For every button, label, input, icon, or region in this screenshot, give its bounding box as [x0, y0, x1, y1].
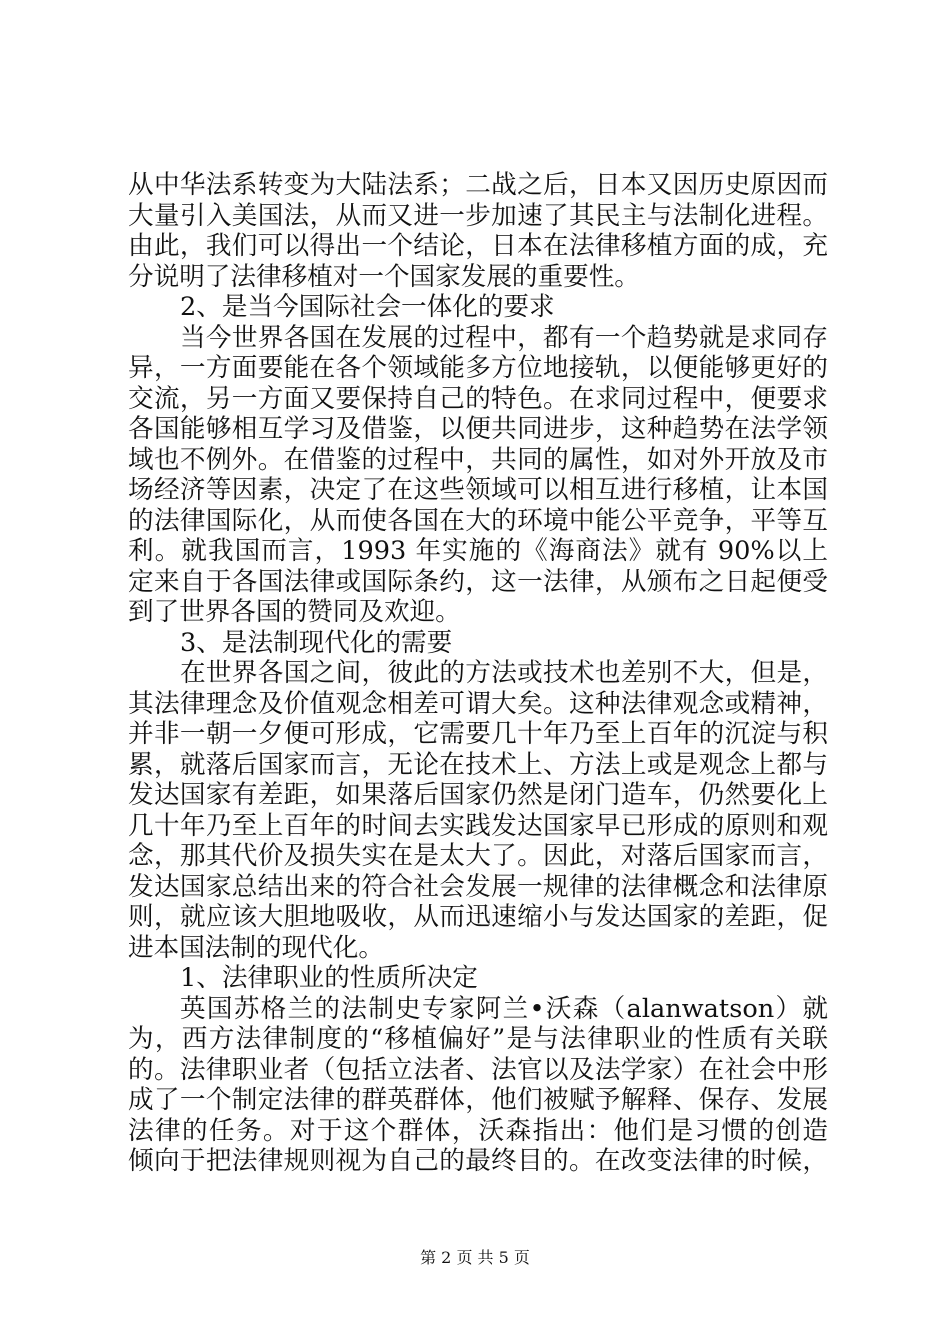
text-line: 几十年乃至上百年的时间去实践发达国家早已形成的原则和观 — [128, 810, 828, 841]
text-line: 并非一朝一夕便可形成，它需要几十年乃至上百年的沉淀与积 — [128, 719, 828, 749]
text-line: 利。就我国而言，1993 年实施的《海商法》就有 90%以上 — [128, 536, 828, 566]
document-body — [128, 170, 828, 1177]
text-line: 定来自于各国法律或国际条约，这一法律，从颁布之日起便受 — [128, 566, 828, 597]
text-line: 3、是法制现代化的需要 — [180, 627, 453, 658]
text-line: 2、是当今国际社会一体化的要求 — [180, 292, 555, 322]
text-line: 则，就应该大胆地吸收，从而迅速缩小与发达国家的差距，促 — [128, 902, 828, 932]
text-line: 各国能够相互学习及借鉴，以便共同进步，这种趋势在法学领 — [128, 414, 828, 444]
page-footer: 第 2 页 共 5 页 — [420, 1248, 530, 1267]
text-line: 法律的任务。对于这个群体，沃森指出：他们是习惯的创造 — [128, 1115, 828, 1146]
text-line: 英国苏格兰的法制史专家阿兰•沃森（alanwatson）就 — [180, 993, 828, 1024]
text-line: 1、法律职业的性质所决定 — [180, 963, 478, 993]
text-line: 交流，另一方面又要保持自己的特色。在求同过程中，便要求 — [128, 383, 828, 414]
text-line: 倾向于把法律规则视为自己的最终目的。在改变法律的时候， — [128, 1146, 828, 1176]
text-line: 其法律理念及价值观念相差可谓大矣。这种法律观念或精神， — [128, 688, 828, 719]
text-line: 念，那其代价及损失实在是太大了。因此，对落后国家而言， — [128, 841, 828, 871]
text-line: 大量引入美国法，从而又进一步加速了其民主与法制化进程。 — [128, 200, 828, 231]
text-line: 当今世界各国在发展的过程中，都有一个趋势就是求同存 — [180, 322, 828, 353]
text-line: 累，就落后国家而言，无论在技术上、方法上或是观念上都与 — [128, 749, 828, 780]
text-line: 发达国家有差距，如果落后国家仍然是闭门造车，仍然要化上 — [128, 780, 828, 810]
text-line: 由此，我们可以得出一个结论，日本在法律移植方面的成，充 — [128, 231, 828, 261]
text-line: 的法律国际化，从而使各国在大的环境中能公平竞争，平等互 — [128, 505, 828, 536]
text-line: 成了一个制定法律的群英群体，他们被赋予解释、保存、发展 — [128, 1085, 828, 1115]
text-line: 进本国法制的现代化。 — [128, 932, 384, 963]
text-line: 发达国家总结出来的符合社会发展一规律的法律概念和法律原 — [128, 871, 828, 902]
text-line: 域也不例外。在借鉴的过程中，共同的属性，如对外开放及市 — [128, 444, 828, 475]
text-line: 在世界各国之间，彼此的方法或技术也差别不大，但是， — [180, 658, 828, 688]
text-line: 分说明了法律移植对一个国家发展的重要性。 — [128, 261, 640, 292]
text-line: 场经济等因素，决定了在这些领域可以相互进行移植，让本国 — [128, 475, 828, 505]
text-line: 异，一方面要能在各个领域能多方位地接轨，以便能够更好的 — [128, 353, 828, 383]
text-line: 的。法律职业者（包括立法者、法官以及法学家）在社会中形 — [128, 1054, 828, 1085]
text-line: 从中华法系转变为大陆法系；二战之后，日本又因历史原因而 — [128, 170, 828, 200]
text-line: 为，西方法律制度的“移植偏好”是与法律职业的性质有关联 — [128, 1024, 828, 1054]
text-line: 到了世界各国的赞同及欢迎。 — [128, 597, 461, 627]
